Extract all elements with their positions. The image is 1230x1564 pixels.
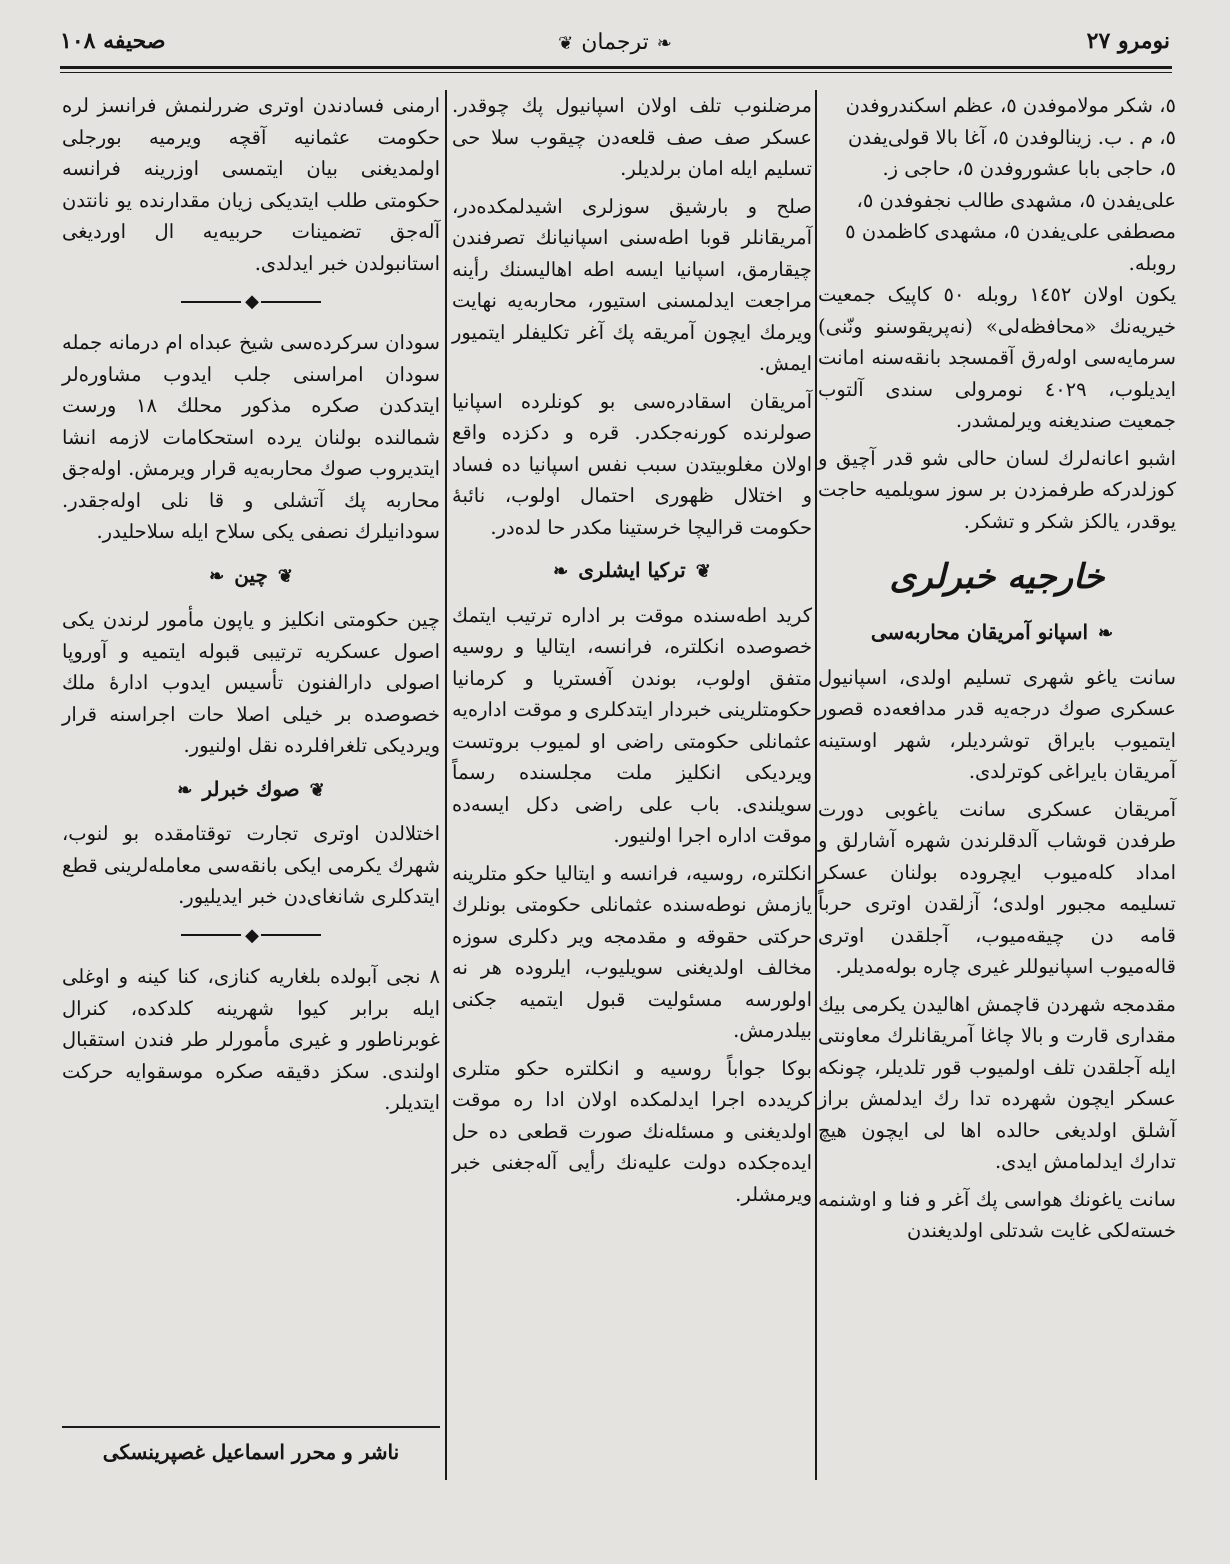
header-rule-thin [60, 72, 1172, 73]
masthead [60, 30, 1170, 55]
header-rule [60, 66, 1172, 69]
article-heading-label: اسپانو آمریقان محاربه‌سی [870, 620, 1089, 644]
ornament-icon: ❧ [177, 779, 193, 801]
article-heading [62, 774, 440, 807]
list-item: ٥، م . ب. زینالوفدن ٥، آغا بالا قولی‌یفدن [847, 125, 1176, 149]
paragraph: سودان سرکرده‌سی شیخ عبداه ام درمانه جمله سودان امراسنی جلب ایدوب مشاوره‌لر ایتدکدن صکره مذکور محلك ١٨ ورست شمالنده بولنان یرده استحکامات لازمه انشا ایتدیروب صوك محاربه‌یه قرار ویرمش. اوله‌جق محاربه پك آتشلی و قا نلی اوله‌جقدر. سودانیلرك نصفی یکی سلاح ایله سلاحلیدر. [62, 331, 440, 544]
ornament-icon: ❧ [553, 561, 569, 582]
paragraph: سانت یاغو شهری تسلیم اولدی، اسپانیول عسکری صوك درجه‌یه قدر مدافعه‌ده قصور ایتمیوب بایراق توشردیلر، شهر اوستینه آمریقان بایراغی کوترلدی. [818, 665, 1176, 783]
list-item: علی‌یفدن ٥، مشهدی طالب نجفوفدن ٥، [856, 188, 1176, 212]
paragraph: انکلتره، روسیه، فرانسه و ایتالیا حکو متلرینه یازمش نوطه‌سنده عثمانلی حکومتی بونلرك حرکتی حقوقه و مقدمجه ویر دکلری سوزه مخالف اولدیغنی سویلیوب، ایلروده هر نه اولورسه مسئولیت قبول ایتمیه جکنی بیلدرمش. [452, 861, 812, 1042]
ornament-icon: ❧ [1098, 623, 1114, 644]
paragraph: بوکا جواباً روسیه و انکلتره حکو متلری کریدده اجرا ایدلمکده اولان ادا ره موقت اولدیغنی و مسئله‌نك صورت قطعی ده حل ایده‌جکده دولت علیه‌نك رأیی آله‌جغنی خبر ویرمشلر. [452, 1056, 812, 1206]
ornament-icon: ❧ [209, 565, 225, 587]
masthead-title: ترجمان [581, 30, 649, 55]
list-item: روبله. [1128, 251, 1176, 275]
column-left [62, 90, 440, 1480]
publisher-line: ناشر و محرر اسماعیل غصپرینسکی [102, 1440, 400, 1464]
list-item: ٥، شکر مولاموفدن ٥، عظم اسکندروفدن [845, 94, 1176, 117]
article-heading [452, 555, 812, 588]
paragraph: یکون اولان ١٤٥٢ روبله ٥٠ کاپیک جمعیت خیریه‌نك «محافظه‌لی» (نه‌پریقوسنو ونّنی) سرمایه‌سی اوله‌رق آقمسجد بانقه‌سنه امانت ایدیلوب، ٤٠٢٩ نومرولی سندی آلتوب جمعیت صندیغنه ویرلمشدر. [818, 283, 1177, 432]
list-item: ٥، حاجی بابا عشوروفدن ٥، حاجی ز. [882, 157, 1176, 180]
paragraph: اختلالدن اوتری تجارت توقتامقده بو لنوب، شهرك یکرمی ایکی بانقه‌سی معامله‌لرینی قطع ایتدکلری شانغای‌دن خبر ایدیلیور. [62, 822, 440, 909]
column-divider [815, 90, 817, 1480]
paragraph: اشبو اعانه‌لرك لسان حالی شو قدر آچیق و کوزلدرکه طرفمزدن بر سوز سویلمیه حاجت یوقدر، یالکز شکر و تشکر. [818, 446, 1176, 533]
article-heading-label: ترکیا ایشلری [578, 558, 686, 582]
ornament-icon: ❦ [558, 33, 574, 54]
column-middle [452, 90, 812, 1480]
ornament-icon: ❦ [277, 565, 293, 587]
column-divider [445, 90, 447, 1480]
ornament-icon: ❦ [309, 779, 325, 801]
footer-rule [62, 1426, 440, 1428]
paragraph: ارمنی فسادندن اوتری ضررلنمش فرانسز لره حکومت عثمانیه آقچه ویرمیه بورجلی اولمدیغنی بیان ایتمسی اوزرینه فرانسه حکومتی طلب ایتدیکی زیان مقدارنده یو نانتدن آله‌جق تضمینات حربیه‌یه ال اوردیغی استانبولدن خبر ایدلدی. [62, 94, 440, 275]
article-heading-label: چین [234, 562, 268, 587]
separator [62, 919, 440, 951]
separator [62, 285, 440, 317]
paragraph: آمریقان اسقادره‌سی بو کونلرده اسپانیا صولرنده کورنه‌جکدر. قره و دکزده واقع اولان مغلوبیتدن سبب نفس اسپانیا ده فساد و اختلال ظهوری احتمال اولوب، نائبهٔ حکومت قرالیچا خرستینا مکدر حا لده‌در. [452, 389, 812, 539]
diamond-icon: ◆ [245, 924, 257, 946]
list-item: مصطفی علی‌یفدن ٥، مشهدی کاظمدن ٥ [845, 220, 1176, 243]
paragraph: مرضلنوب تلف اولان اسپانیول پك چوقدر. عسکر صف صف قلعه‌دن چیقوب سلا حی تسلیم ایله امان برلدیلر. [452, 94, 812, 180]
article-heading-label: صوك خبرلر [202, 776, 300, 801]
donor-list [818, 90, 1176, 279]
paragraph: آمریقان عسکری سانت یاغوبی دورت طرفدن قوشاب آلدقلرندن شهره آشارلق و امداد کله‌میوب ایچروده بولنان عسکر تسلیمه مجبور اولدی؛ آزلقدن اوتری حرباً قامه دن چیقه‌میوب، آجلقدن اوتری قاله‌میوب اسپانیوللر غیری چاره بوله‌مدیلر. [818, 797, 1176, 978]
issue-number: نومرو ٢٧ [1086, 28, 1170, 54]
paragraph: صلح و بارشیق سوزلری اشیدلمکده‌در، آمریقانلر قوبا اطه‌سنی اسپانیانك تصرفندن چیقارمق، اسپانیا ایسه اطه اهالیسنك رأینه مراجعت ایدلمسنی استیور، محاربه‌یه نهایت ویرمك ایچون آمریقه پك آغر تکلیفلر ایتمیور ایمش. [452, 194, 812, 375]
column-right [818, 90, 1176, 1480]
ornament-icon: ❧ [656, 33, 672, 54]
page-number: صحیفه ١٠٨ [60, 28, 166, 54]
page-header [60, 22, 1170, 70]
article-heading [62, 560, 440, 593]
paragraph: ٨ نجی آبولده بلغاریه کنازی، کنا کینه و اوغلی ایله برابر کیوا شهرینه کلدکده، کنرال غوبرناطور و غیری مأمورلر طر فندن استقبال اولندی. سکز دقیقه صکره موسقوایه حرکت ایتدیلر. [62, 965, 440, 1114]
paragraph: مقدمجه شهردن قاچمش اهالیدن یکرمی بیك مقداری قارت و بالا چاغا آمریقانلرك معاونتی ایله آجلقدن تلف اولمیوب قور تلدیلر، چونکه عسکر ایچون شهرده تدا رك ایدلمش براز آشلق اولدیغی حالده اها لی ایچون هیچ تدارك ایدلمامش ایدی. [818, 992, 1176, 1173]
paragraph: کرید اطه‌سنده موقت بر اداره ترتیب ایتمك خصوصده انکلتره، فرانسه، ایتالیا و روسیه متفق اولوب، بوندن آفستریا و کرمانیا حکومتلرینی خبردار ایتدکلری و موقت اداره‌یه عثمانلی حکومتی راضی او لمیوب بروتست ویردیکی انکلیز ملت مجلسنده رسماً سویلندی. باب علی راضی دکل ایسه‌ده موقت اداره اجرا اولنیور. [452, 603, 812, 847]
paragraph: سانت یاغونك هواسی پك آغر و فنا و اوشنمه خسته‌لکی غایت شدتلی اولدیغندن [818, 1187, 1176, 1242]
diamond-icon: ◆ [245, 290, 257, 312]
section-title: خارجیه خبرلری [889, 557, 1105, 597]
article-heading [818, 617, 1176, 650]
paragraph: چین حکومتی انکلیز و یاپون مأمور لرندن یکی اصول عسکریه ترتیبی قبوله ایتمیه و آوروپا اصولی دارالفنون تأسیس ایدوب ادارهٔ ملك خصوصده بر خیلی اصلا حات اجراسنه قرار ویردیکی تلغرافلرده نقل اولنیور. [62, 608, 440, 758]
ornament-icon: ❦ [695, 561, 711, 582]
